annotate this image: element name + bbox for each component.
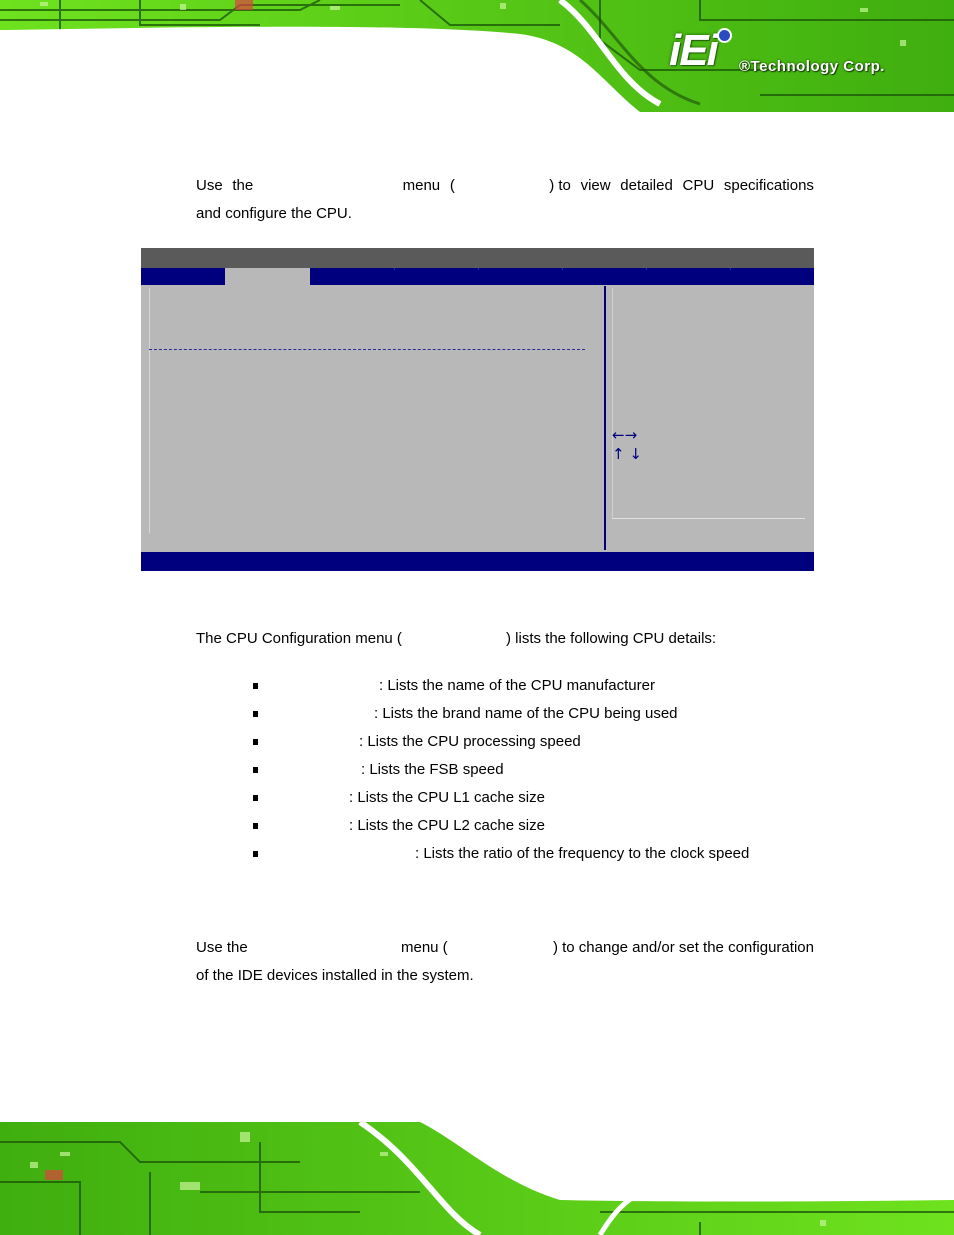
bios-title-bar: [141, 248, 814, 268]
bios-help-separator: [612, 518, 805, 519]
word: menu: [402, 177, 441, 194]
bullet-square-icon: [253, 851, 258, 857]
word: CPU: [682, 177, 715, 194]
tab-separator: [562, 268, 563, 270]
bios-navigation-keys: [612, 426, 642, 464]
iei-logo: [665, 28, 950, 83]
list-item: : Lists the CPU L2 cache size: [253, 812, 853, 840]
word: the: [232, 177, 254, 194]
tab-separator: [646, 268, 647, 270]
word: Use: [196, 177, 223, 194]
blank-space: [460, 934, 540, 962]
word: ) to: [549, 177, 571, 194]
list-item: : Lists the ratio of the frequency to the clock speed: [253, 840, 853, 868]
tab-separator: [478, 268, 479, 270]
bios-cpu-configuration-screenshot: [141, 248, 814, 571]
logo-mark: iEi: [669, 26, 717, 75]
list-item: : Lists the CPU L1 cache size: [253, 784, 853, 812]
word: (: [449, 177, 455, 194]
bios-status-bar: [141, 552, 814, 571]
bullet-square-icon: [253, 683, 258, 689]
ide-line-2: of the IDE devices installed in the system.: [196, 967, 474, 984]
list-item: : Lists the brand name of the CPU being used: [253, 700, 853, 728]
intro-line-1: [196, 172, 814, 200]
cpu-details-list: [253, 672, 853, 868]
ide-config-intro-paragraph: [196, 934, 814, 990]
word: specifications: [723, 177, 814, 194]
blank-space: [465, 172, 540, 200]
word: ) to change and/or set the configuration: [552, 939, 814, 956]
cpu-config-sentence-start: The CPU Configuration menu (: [196, 630, 402, 647]
list-item: : Lists the FSB speed: [253, 756, 853, 784]
left-right-arrow-icon: ←→: [612, 426, 638, 444]
list-item: : Lists the name of the CPU manufacturer: [253, 672, 853, 700]
cpu-config-intro-paragraph: [196, 172, 814, 228]
list-item: : Lists the CPU processing speed: [253, 728, 853, 756]
bios-active-tab: [225, 268, 310, 285]
bios-section-rule: [149, 349, 585, 350]
word: Use the: [196, 939, 248, 956]
ide-line-1: [196, 934, 814, 962]
page-footer-banner: [0, 1122, 954, 1235]
tab-separator: [730, 268, 731, 270]
circuit-board-footer-graphic: [0, 1122, 954, 1235]
bullet-square-icon: [253, 739, 258, 745]
bullet-square-icon: [253, 795, 258, 801]
tab-separator: [394, 268, 395, 270]
bios-help-panel-border: [612, 288, 613, 518]
logo-company-name: ®Technology Corp.: [739, 58, 885, 75]
word: menu (: [400, 939, 448, 956]
word: view: [580, 177, 611, 194]
bios-panel-border: [149, 288, 150, 533]
word: detailed: [620, 177, 673, 194]
intro-line-2: and configure the CPU.: [196, 205, 352, 222]
cpu-config-sentence-end: ) lists the following CPU details:: [506, 630, 717, 647]
bullet-square-icon: [253, 711, 258, 717]
blank-space: [260, 934, 388, 962]
bios-help-divider: [604, 286, 606, 550]
up-down-arrow-icon: ↑ ↓: [612, 445, 642, 463]
blank-space: [263, 172, 393, 200]
logo-dot-icon: [717, 28, 732, 43]
page-header-banner: [0, 0, 954, 112]
bullet-square-icon: [253, 767, 258, 773]
bullet-square-icon: [253, 823, 258, 829]
